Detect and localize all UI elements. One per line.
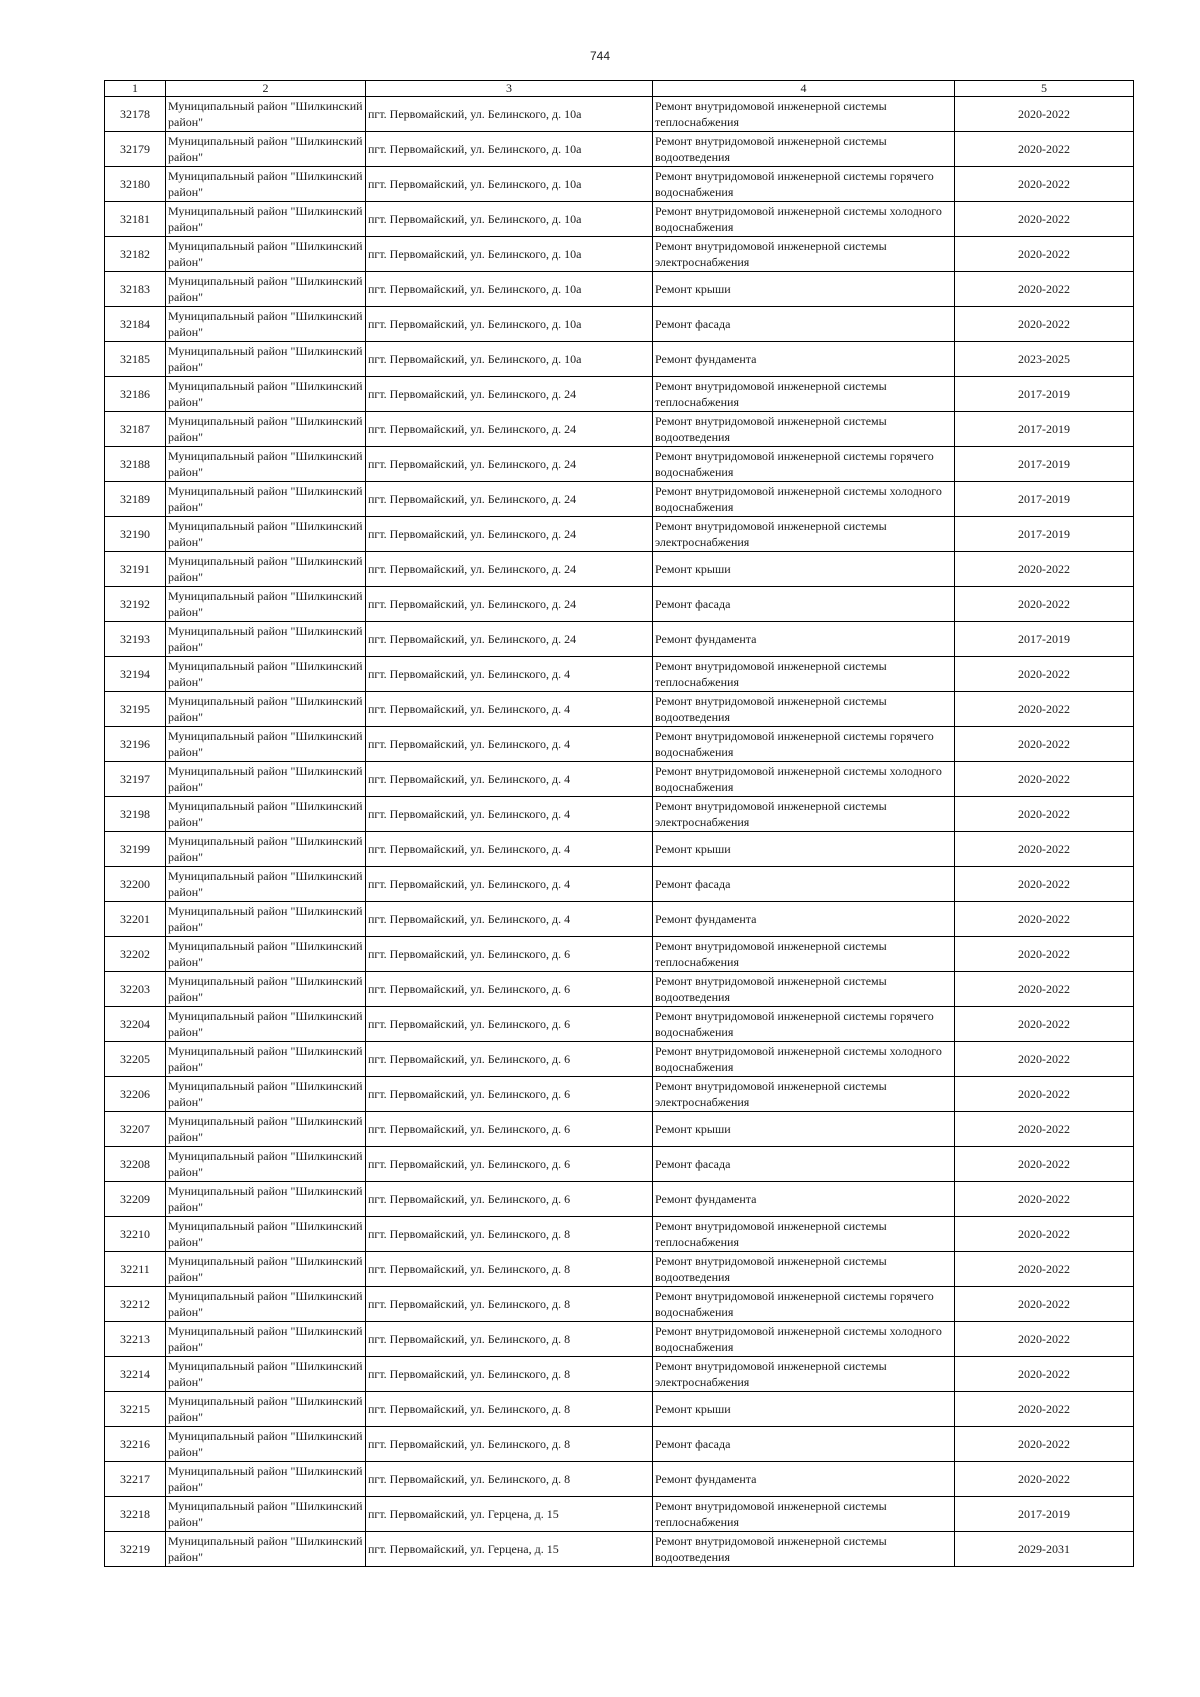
work-type-cell: Ремонт внутридомовой инженерной системы горячего водоснабжения (653, 167, 955, 202)
address-cell: пгт. Первомайский, ул. Белинского, д. 24 (366, 552, 653, 587)
table-row (105, 867, 1134, 902)
period-cell: 2020-2022 (955, 132, 1134, 167)
row-number-cell: 32195 (105, 692, 166, 727)
column-header: 2 (166, 81, 366, 97)
period-cell: 2020-2022 (955, 1287, 1134, 1322)
address-cell: пгт. Первомайский, ул. Белинского, д. 10а (366, 307, 653, 342)
address-cell: пгт. Первомайский, ул. Белинского, д. 8 (366, 1252, 653, 1287)
work-type-cell: Ремонт внутридомовой инженерной системы горячего водоснабжения (653, 727, 955, 762)
table-row (105, 132, 1134, 167)
district-cell: Муниципальный район "Шилкинский район" (166, 657, 366, 692)
row-number-cell: 32217 (105, 1462, 166, 1497)
district-cell: Муниципальный район "Шилкинский район" (166, 447, 366, 482)
row-number-cell: 32201 (105, 902, 166, 937)
table-row (105, 1392, 1134, 1427)
table-row (105, 202, 1134, 237)
work-type-cell: Ремонт крыши (653, 1392, 955, 1427)
work-type-cell: Ремонт внутридомовой инженерной системы водоотведения (653, 412, 955, 447)
row-number-cell: 32191 (105, 552, 166, 587)
period-cell: 2020-2022 (955, 1322, 1134, 1357)
period-cell: 2020-2022 (955, 1182, 1134, 1217)
table-row (105, 97, 1134, 132)
row-number-cell: 32190 (105, 517, 166, 552)
table-row (105, 552, 1134, 587)
district-cell: Муниципальный район "Шилкинский район" (166, 1462, 366, 1497)
row-number-cell: 32179 (105, 132, 166, 167)
period-cell: 2020-2022 (955, 167, 1134, 202)
period-cell: 2020-2022 (955, 1357, 1134, 1392)
work-type-cell: Ремонт внутридомовой инженерной системы теплоснабжения (653, 657, 955, 692)
row-number-cell: 32183 (105, 272, 166, 307)
work-type-cell: Ремонт крыши (653, 1112, 955, 1147)
district-cell: Муниципальный район "Шилкинский район" (166, 1322, 366, 1357)
table-row (105, 622, 1134, 657)
table-row (105, 307, 1134, 342)
district-cell: Муниципальный район "Шилкинский район" (166, 1252, 366, 1287)
period-cell: 2020-2022 (955, 1427, 1134, 1462)
district-cell: Муниципальный район "Шилкинский район" (166, 97, 366, 132)
work-type-cell: Ремонт внутридомовой инженерной системы теплоснабжения (653, 1497, 955, 1532)
address-cell: пгт. Первомайский, ул. Белинского, д. 24 (366, 377, 653, 412)
period-cell: 2020-2022 (955, 867, 1134, 902)
address-cell: пгт. Первомайский, ул. Белинского, д. 6 (366, 1077, 653, 1112)
row-number-cell: 32181 (105, 202, 166, 237)
work-type-cell: Ремонт внутридомовой инженерной системы теплоснабжения (653, 377, 955, 412)
address-cell: пгт. Первомайский, ул. Белинского, д. 10а (366, 202, 653, 237)
period-cell: 2020-2022 (955, 1007, 1134, 1042)
row-number-cell: 32207 (105, 1112, 166, 1147)
table-row (105, 692, 1134, 727)
address-cell: пгт. Первомайский, ул. Белинского, д. 4 (366, 902, 653, 937)
row-number-cell: 32206 (105, 1077, 166, 1112)
district-cell: Муниципальный район "Шилкинский район" (166, 1217, 366, 1252)
address-cell: пгт. Первомайский, ул. Белинского, д. 4 (366, 832, 653, 867)
address-cell: пгт. Первомайский, ул. Белинского, д. 8 (366, 1462, 653, 1497)
work-type-cell: Ремонт фасада (653, 307, 955, 342)
period-cell: 2029-2031 (955, 1532, 1134, 1567)
district-cell: Муниципальный район "Шилкинский район" (166, 237, 366, 272)
work-type-cell: Ремонт внутридомовой инженерной системы теплоснабжения (653, 1217, 955, 1252)
work-type-cell: Ремонт внутридомовой инженерной системы электроснабжения (653, 517, 955, 552)
table-row (105, 657, 1134, 692)
district-cell: Муниципальный район "Шилкинский район" (166, 1077, 366, 1112)
district-cell: Муниципальный район "Шилкинский район" (166, 727, 366, 762)
address-cell: пгт. Первомайский, ул. Белинского, д. 6 (366, 937, 653, 972)
table-row (105, 517, 1134, 552)
period-cell: 2020-2022 (955, 902, 1134, 937)
period-cell: 2017-2019 (955, 1497, 1134, 1532)
address-cell: пгт. Первомайский, ул. Белинского, д. 24 (366, 482, 653, 517)
address-cell: пгт. Первомайский, ул. Белинского, д. 8 (366, 1287, 653, 1322)
work-type-cell: Ремонт крыши (653, 552, 955, 587)
table-row (105, 1217, 1134, 1252)
address-cell: пгт. Первомайский, ул. Белинского, д. 24 (366, 447, 653, 482)
address-cell: пгт. Первомайский, ул. Белинского, д. 6 (366, 1007, 653, 1042)
address-cell: пгт. Первомайский, ул. Белинского, д. 8 (366, 1357, 653, 1392)
period-cell: 2020-2022 (955, 1112, 1134, 1147)
period-cell: 2020-2022 (955, 832, 1134, 867)
address-cell: пгт. Первомайский, ул. Белинского, д. 8 (366, 1427, 653, 1462)
work-type-cell: Ремонт внутридомовой инженерной системы водоотведения (653, 1532, 955, 1567)
district-cell: Муниципальный район "Шилкинский район" (166, 622, 366, 657)
address-cell: пгт. Первомайский, ул. Белинского, д. 10а (366, 272, 653, 307)
row-number-cell: 32216 (105, 1427, 166, 1462)
work-type-cell: Ремонт фасада (653, 867, 955, 902)
address-cell: пгт. Первомайский, ул. Белинского, д. 24 (366, 622, 653, 657)
row-number-cell: 32213 (105, 1322, 166, 1357)
work-type-cell: Ремонт фундамента (653, 1462, 955, 1497)
work-type-cell: Ремонт фасада (653, 1147, 955, 1182)
district-cell: Муниципальный район "Шилкинский район" (166, 1147, 366, 1182)
district-cell: Муниципальный район "Шилкинский район" (166, 1007, 366, 1042)
district-cell: Муниципальный район "Шилкинский район" (166, 482, 366, 517)
address-cell: пгт. Первомайский, ул. Белинского, д. 24 (366, 587, 653, 622)
table-row (105, 1112, 1134, 1147)
row-number-cell: 32197 (105, 762, 166, 797)
district-cell: Муниципальный район "Шилкинский район" (166, 1497, 366, 1532)
period-cell: 2017-2019 (955, 622, 1134, 657)
row-number-cell: 32219 (105, 1532, 166, 1567)
district-cell: Муниципальный район "Шилкинский район" (166, 1532, 366, 1567)
work-type-cell: Ремонт внутридомовой инженерной системы холодного водоснабжения (653, 762, 955, 797)
row-number-cell: 32209 (105, 1182, 166, 1217)
row-number-cell: 32211 (105, 1252, 166, 1287)
work-type-cell: Ремонт внутридомовой инженерной системы горячего водоснабжения (653, 1007, 955, 1042)
work-type-cell: Ремонт внутридомовой инженерной системы горячего водоснабжения (653, 447, 955, 482)
table-row (105, 762, 1134, 797)
column-header: 5 (955, 81, 1134, 97)
address-cell: пгт. Первомайский, ул. Белинского, д. 10а (366, 237, 653, 272)
period-cell: 2020-2022 (955, 692, 1134, 727)
district-cell: Муниципальный район "Шилкинский район" (166, 1112, 366, 1147)
row-number-cell: 32210 (105, 1217, 166, 1252)
district-cell: Муниципальный район "Шилкинский район" (166, 1392, 366, 1427)
district-cell: Муниципальный район "Шилкинский район" (166, 1287, 366, 1322)
district-cell: Муниципальный район "Шилкинский район" (166, 132, 366, 167)
period-cell: 2020-2022 (955, 587, 1134, 622)
period-cell: 2020-2022 (955, 972, 1134, 1007)
row-number-cell: 32182 (105, 237, 166, 272)
district-cell: Муниципальный район "Шилкинский район" (166, 797, 366, 832)
row-number-cell: 32205 (105, 1042, 166, 1077)
table-row (105, 587, 1134, 622)
table-row (105, 937, 1134, 972)
work-type-cell: Ремонт внутридомовой инженерной системы электроснабжения (653, 237, 955, 272)
period-cell: 2020-2022 (955, 1147, 1134, 1182)
address-cell: пгт. Первомайский, ул. Белинского, д. 24 (366, 517, 653, 552)
address-cell: пгт. Первомайский, ул. Белинского, д. 8 (366, 1217, 653, 1252)
registry-table (104, 80, 1134, 1567)
period-cell: 2020-2022 (955, 1077, 1134, 1112)
work-type-cell: Ремонт фундамента (653, 342, 955, 377)
district-cell: Муниципальный район "Шилкинский район" (166, 307, 366, 342)
table-row (105, 342, 1134, 377)
work-type-cell: Ремонт крыши (653, 832, 955, 867)
work-type-cell: Ремонт фундамента (653, 902, 955, 937)
district-cell: Муниципальный район "Шилкинский район" (166, 1182, 366, 1217)
address-cell: пгт. Первомайский, ул. Белинского, д. 6 (366, 1147, 653, 1182)
district-cell: Муниципальный район "Шилкинский район" (166, 937, 366, 972)
address-cell: пгт. Первомайский, ул. Белинского, д. 4 (366, 727, 653, 762)
table-row (105, 1357, 1134, 1392)
work-type-cell: Ремонт внутридомовой инженерной системы водоотведения (653, 972, 955, 1007)
row-number-cell: 32193 (105, 622, 166, 657)
period-cell: 2023-2025 (955, 342, 1134, 377)
work-type-cell: Ремонт фундамента (653, 1182, 955, 1217)
address-cell: пгт. Первомайский, ул. Белинского, д. 4 (366, 762, 653, 797)
table-row (105, 447, 1134, 482)
page-number: 744 (589, 49, 611, 63)
row-number-cell: 32192 (105, 587, 166, 622)
address-cell: пгт. Первомайский, ул. Белинского, д. 8 (366, 1322, 653, 1357)
period-cell: 2020-2022 (955, 552, 1134, 587)
address-cell: пгт. Первомайский, ул. Белинского, д. 10а (366, 167, 653, 202)
address-cell: пгт. Первомайский, ул. Белинского, д. 8 (366, 1392, 653, 1427)
table-row (105, 1252, 1134, 1287)
district-cell: Муниципальный район "Шилкинский район" (166, 1427, 366, 1462)
district-cell: Муниципальный район "Шилкинский район" (166, 867, 366, 902)
table-row (105, 832, 1134, 867)
work-type-cell: Ремонт фасада (653, 587, 955, 622)
period-cell: 2020-2022 (955, 97, 1134, 132)
district-cell: Муниципальный район "Шилкинский район" (166, 902, 366, 937)
work-type-cell: Ремонт внутридомовой инженерной системы водоотведения (653, 692, 955, 727)
row-number-cell: 32184 (105, 307, 166, 342)
address-cell: пгт. Первомайский, ул. Герцена, д. 15 (366, 1532, 653, 1567)
row-number-cell: 32189 (105, 482, 166, 517)
district-cell: Муниципальный район "Шилкинский район" (166, 1357, 366, 1392)
period-cell: 2017-2019 (955, 412, 1134, 447)
row-number-cell: 32186 (105, 377, 166, 412)
work-type-cell: Ремонт внутридомовой инженерной системы электроснабжения (653, 1077, 955, 1112)
table-row (105, 482, 1134, 517)
work-type-cell: Ремонт внутридомовой инженерной системы теплоснабжения (653, 937, 955, 972)
table-row (105, 1322, 1134, 1357)
row-number-cell: 32208 (105, 1147, 166, 1182)
address-cell: пгт. Первомайский, ул. Белинского, д. 6 (366, 972, 653, 1007)
table-row (105, 1077, 1134, 1112)
work-type-cell: Ремонт внутридомовой инженерной системы электроснабжения (653, 797, 955, 832)
row-number-cell: 32218 (105, 1497, 166, 1532)
period-cell: 2017-2019 (955, 377, 1134, 412)
period-cell: 2020-2022 (955, 727, 1134, 762)
table-row (105, 1532, 1134, 1567)
column-header-row (105, 81, 1134, 97)
period-cell: 2020-2022 (955, 762, 1134, 797)
row-number-cell: 32187 (105, 412, 166, 447)
period-cell: 2020-2022 (955, 937, 1134, 972)
period-cell: 2020-2022 (955, 1462, 1134, 1497)
table-row (105, 237, 1134, 272)
period-cell: 2020-2022 (955, 202, 1134, 237)
district-cell: Муниципальный район "Шилкинский район" (166, 377, 366, 412)
row-number-cell: 32214 (105, 1357, 166, 1392)
table-row (105, 1182, 1134, 1217)
row-number-cell: 32215 (105, 1392, 166, 1427)
work-type-cell: Ремонт фасада (653, 1427, 955, 1462)
table-row (105, 797, 1134, 832)
period-cell: 2017-2019 (955, 517, 1134, 552)
row-number-cell: 32212 (105, 1287, 166, 1322)
row-number-cell: 32196 (105, 727, 166, 762)
address-cell: пгт. Первомайский, ул. Белинского, д. 4 (366, 867, 653, 902)
table-row (105, 377, 1134, 412)
work-type-cell: Ремонт внутридомовой инженерной системы горячего водоснабжения (653, 1287, 955, 1322)
district-cell: Муниципальный район "Шилкинский район" (166, 202, 366, 237)
work-type-cell: Ремонт внутридомовой инженерной системы холодного водоснабжения (653, 1322, 955, 1357)
district-cell: Муниципальный район "Шилкинский район" (166, 342, 366, 377)
address-cell: пгт. Первомайский, ул. Белинского, д. 24 (366, 412, 653, 447)
period-cell: 2020-2022 (955, 272, 1134, 307)
work-type-cell: Ремонт крыши (653, 272, 955, 307)
address-cell: пгт. Первомайский, ул. Белинского, д. 10а (366, 97, 653, 132)
table-row (105, 1042, 1134, 1077)
period-cell: 2020-2022 (955, 657, 1134, 692)
row-number-cell: 32200 (105, 867, 166, 902)
address-cell: пгт. Первомайский, ул. Белинского, д. 6 (366, 1042, 653, 1077)
district-cell: Муниципальный район "Шилкинский район" (166, 832, 366, 867)
district-cell: Муниципальный район "Шилкинский район" (166, 167, 366, 202)
period-cell: 2020-2022 (955, 1252, 1134, 1287)
table-row (105, 1007, 1134, 1042)
district-cell: Муниципальный район "Шилкинский район" (166, 412, 366, 447)
address-cell: пгт. Первомайский, ул. Белинского, д. 4 (366, 657, 653, 692)
address-cell: пгт. Первомайский, ул. Белинского, д. 6 (366, 1182, 653, 1217)
row-number-cell: 32199 (105, 832, 166, 867)
table-row (105, 902, 1134, 937)
work-type-cell: Ремонт внутридомовой инженерной системы водоотведения (653, 132, 955, 167)
row-number-cell: 32185 (105, 342, 166, 377)
row-number-cell: 32180 (105, 167, 166, 202)
work-type-cell: Ремонт внутридомовой инженерной системы холодного водоснабжения (653, 202, 955, 237)
period-cell: 2020-2022 (955, 307, 1134, 342)
period-cell: 2020-2022 (955, 1217, 1134, 1252)
row-number-cell: 32194 (105, 657, 166, 692)
table-row (105, 412, 1134, 447)
district-cell: Муниципальный район "Шилкинский район" (166, 517, 366, 552)
column-header: 1 (105, 81, 166, 97)
row-number-cell: 32203 (105, 972, 166, 1007)
row-number-cell: 32204 (105, 1007, 166, 1042)
work-type-cell: Ремонт внутридомовой инженерной системы электроснабжения (653, 1357, 955, 1392)
row-number-cell: 32188 (105, 447, 166, 482)
period-cell: 2017-2019 (955, 482, 1134, 517)
address-cell: пгт. Первомайский, ул. Белинского, д. 10а (366, 132, 653, 167)
district-cell: Муниципальный район "Шилкинский район" (166, 692, 366, 727)
district-cell: Муниципальный район "Шилкинский район" (166, 552, 366, 587)
work-type-cell: Ремонт фундамента (653, 622, 955, 657)
address-cell: пгт. Первомайский, ул. Белинского, д. 4 (366, 797, 653, 832)
address-cell: пгт. Первомайский, ул. Белинского, д. 4 (366, 692, 653, 727)
address-cell: пгт. Первомайский, ул. Белинского, д. 6 (366, 1112, 653, 1147)
district-cell: Муниципальный район "Шилкинский район" (166, 972, 366, 1007)
work-type-cell: Ремонт внутридомовой инженерной системы холодного водоснабжения (653, 1042, 955, 1077)
period-cell: 2020-2022 (955, 1042, 1134, 1077)
work-type-cell: Ремонт внутридомовой инженерной системы холодного водоснабжения (653, 482, 955, 517)
row-number-cell: 32198 (105, 797, 166, 832)
district-cell: Муниципальный район "Шилкинский район" (166, 1042, 366, 1077)
table-row (105, 972, 1134, 1007)
row-number-cell: 32178 (105, 97, 166, 132)
period-cell: 2017-2019 (955, 447, 1134, 482)
column-header: 4 (653, 81, 955, 97)
table-row (105, 1287, 1134, 1322)
address-cell: пгт. Первомайский, ул. Белинского, д. 10а (366, 342, 653, 377)
period-cell: 2020-2022 (955, 1392, 1134, 1427)
table-row (105, 167, 1134, 202)
table-row (105, 1497, 1134, 1532)
table-row (105, 727, 1134, 762)
column-header: 3 (366, 81, 653, 97)
table-row (105, 1462, 1134, 1497)
period-cell: 2020-2022 (955, 797, 1134, 832)
district-cell: Муниципальный район "Шилкинский район" (166, 762, 366, 797)
address-cell: пгт. Первомайский, ул. Герцена, д. 15 (366, 1497, 653, 1532)
work-type-cell: Ремонт внутридомовой инженерной системы теплоснабжения (653, 97, 955, 132)
district-cell: Муниципальный район "Шилкинский район" (166, 587, 366, 622)
period-cell: 2020-2022 (955, 237, 1134, 272)
district-cell: Муниципальный район "Шилкинский район" (166, 272, 366, 307)
table-row (105, 1427, 1134, 1462)
registry-table-body (105, 81, 1134, 1567)
work-type-cell: Ремонт внутридомовой инженерной системы водоотведения (653, 1252, 955, 1287)
row-number-cell: 32202 (105, 937, 166, 972)
table-row (105, 272, 1134, 307)
table-row (105, 1147, 1134, 1182)
